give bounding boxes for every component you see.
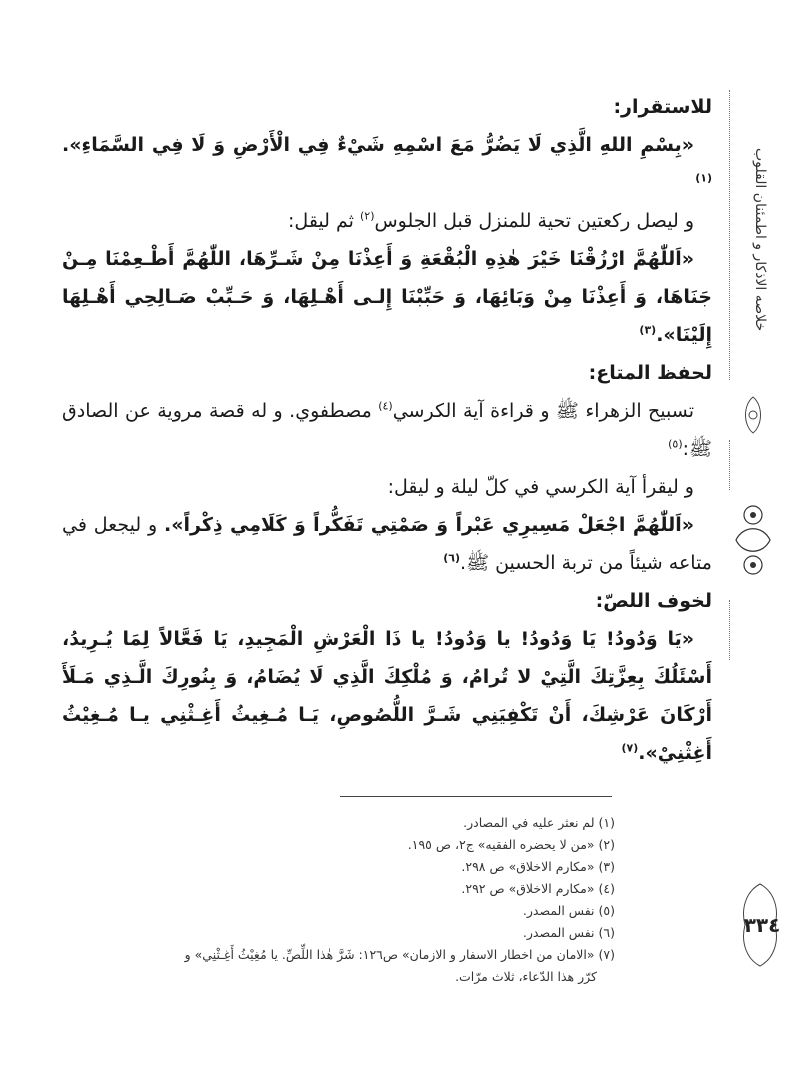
section-heading-settling: للاستقرار: [613,96,712,118]
footnote-2: (٢) «من لا يحضره الفقيه» ج٢، ص ١٩٥. [407,837,615,852]
footnotes [80,812,615,988]
footnote-ref: (٧) [621,741,639,755]
footnote-ref: (١) [695,171,712,185]
instruction-line [62,468,712,506]
dua-line [62,506,712,582]
dua-line [62,126,712,202]
instruction-text: و لیصل رکعتين تحية للمنزل قبل الجلوس [374,210,694,232]
footnote-6: (٦) نفس المصدر. [522,925,615,940]
footnote-ref: (٥) [668,437,683,451]
margin-border-mid [729,440,731,490]
footnote-3: (٣) «مكارم الاخلاق» ص ٢٩٨. [461,859,615,874]
instruction-text: تسبیح الزهراء ﷺ و قراءة آية الكرسي [392,400,695,422]
dua-text: «اَللّٰهُمَّ ارْزُقْنَا خَيْرَ هٰذِهِ الْبُقْعَةِ وَ أَعِذْنَا مِنْ شَـرِّهَا، اللّٰهُمَّ أَطْـعِمْنَا مِـنْ جَنَاهَا، وَ أَعِذْنَا مِنْ وَبَائِهَا، وَ حَبِّبْنَا إِلـى أَهْـلِهَا، وَ حَـبِّبْ صَـالِحِي أَهْـلِهَا إِلَيْنَا». [62,248,712,346]
page-number: ٣٣٤ [743,913,781,937]
instruction-text-tail: و ليجعل في متاعه شيئاً من تربة الحسين ﷺ. [62,514,712,574]
dua-line [62,240,712,354]
instruction-line [62,202,712,240]
section-heading-thief: لخوف اللصّ: [595,590,712,612]
footnote-7-continued: كرّر هذا الدّعاء، ثلاث مرّات. [455,969,597,984]
footnote-ref: (٣) [639,323,657,337]
footnote-ref: (٦) [443,551,461,565]
instruction-text-tail: ثم لیقل: [288,210,360,232]
footnote-4: (٤) «مكارم الاخلاق» ص ٢٩٢. [461,881,615,896]
footnote-7: (٧) «الامان من اخطار الاسفار و الازمان» ص١٢٦: شَرَّ هٰذا اللِّصِّ. يا مُغِيْثُ أَغِـثْنِي» و [184,947,615,962]
margin-ornament-small [738,395,768,435]
main-text [62,88,712,772]
dua-text: «يَا وَدُودُ! يَا وَدُودُ! يا وَدُودُ! يا ذَا الْعَرْشِ الْمَجِيدِ، يَا فَعَّالاً لِمَا يُـرِيدُ، أَسْئَلُكَ بِعِزَّتِكَ الَّتِيْ لا تُرامُ، وَ مُلْكِكَ الَّذِي لَا يُضَامُ، وَ بِنُورِكَ الَّـذِي مَـلَأَ أَرْكَانَ عَرْشِكَ، أَنْ تَكْفِيَنِي شَـرَّ اللُّصُوصِ، يَـا مُـغِيثُ أَغِـثْنِي يـا مُـغِيْثُ أَغِثْنِيْ». [62,628,712,764]
dua-line [62,620,712,772]
section-heading-luggage: لحفظ المتاع: [588,362,712,384]
footnote-5: (٥) نفس المصدر. [522,903,615,918]
footnote-1: (١) لم نعثر عليه في المصادر. [463,815,615,830]
margin-ornament-large [728,495,778,585]
margin-border-lower [729,600,731,660]
instruction-line [62,392,712,468]
dua-text: «بِسْمِ اللهِ الَّذِي لَا يَضُرُّ مَعَ اسْمِهِ شَيْءٌ فِي الْأَرْضِ وَ لَا فِي السَّمَاءِ». [62,134,694,156]
footnote-ref: (٢) [359,209,375,223]
dua-text: «اَللّٰهُمَّ اجْعَلْ مَسِيرِي عَبْراً وَ صَمْتِي تَفَكُّراً وَ كَلَامِي ذِكْراً». [164,514,694,536]
running-title: خلاصه الاذکار و اطمئنان القلوب [752,148,768,332]
instruction-text-tail: مصطفوي. و له قصة مروية عن الصادق ﷺ: [62,400,712,460]
footnote-divider [340,796,612,797]
footnote-ref: (٤) [378,399,393,413]
instruction-text: و لیقرأ آية الکرسي في كلّ ليلة و ليقل: [387,476,694,498]
